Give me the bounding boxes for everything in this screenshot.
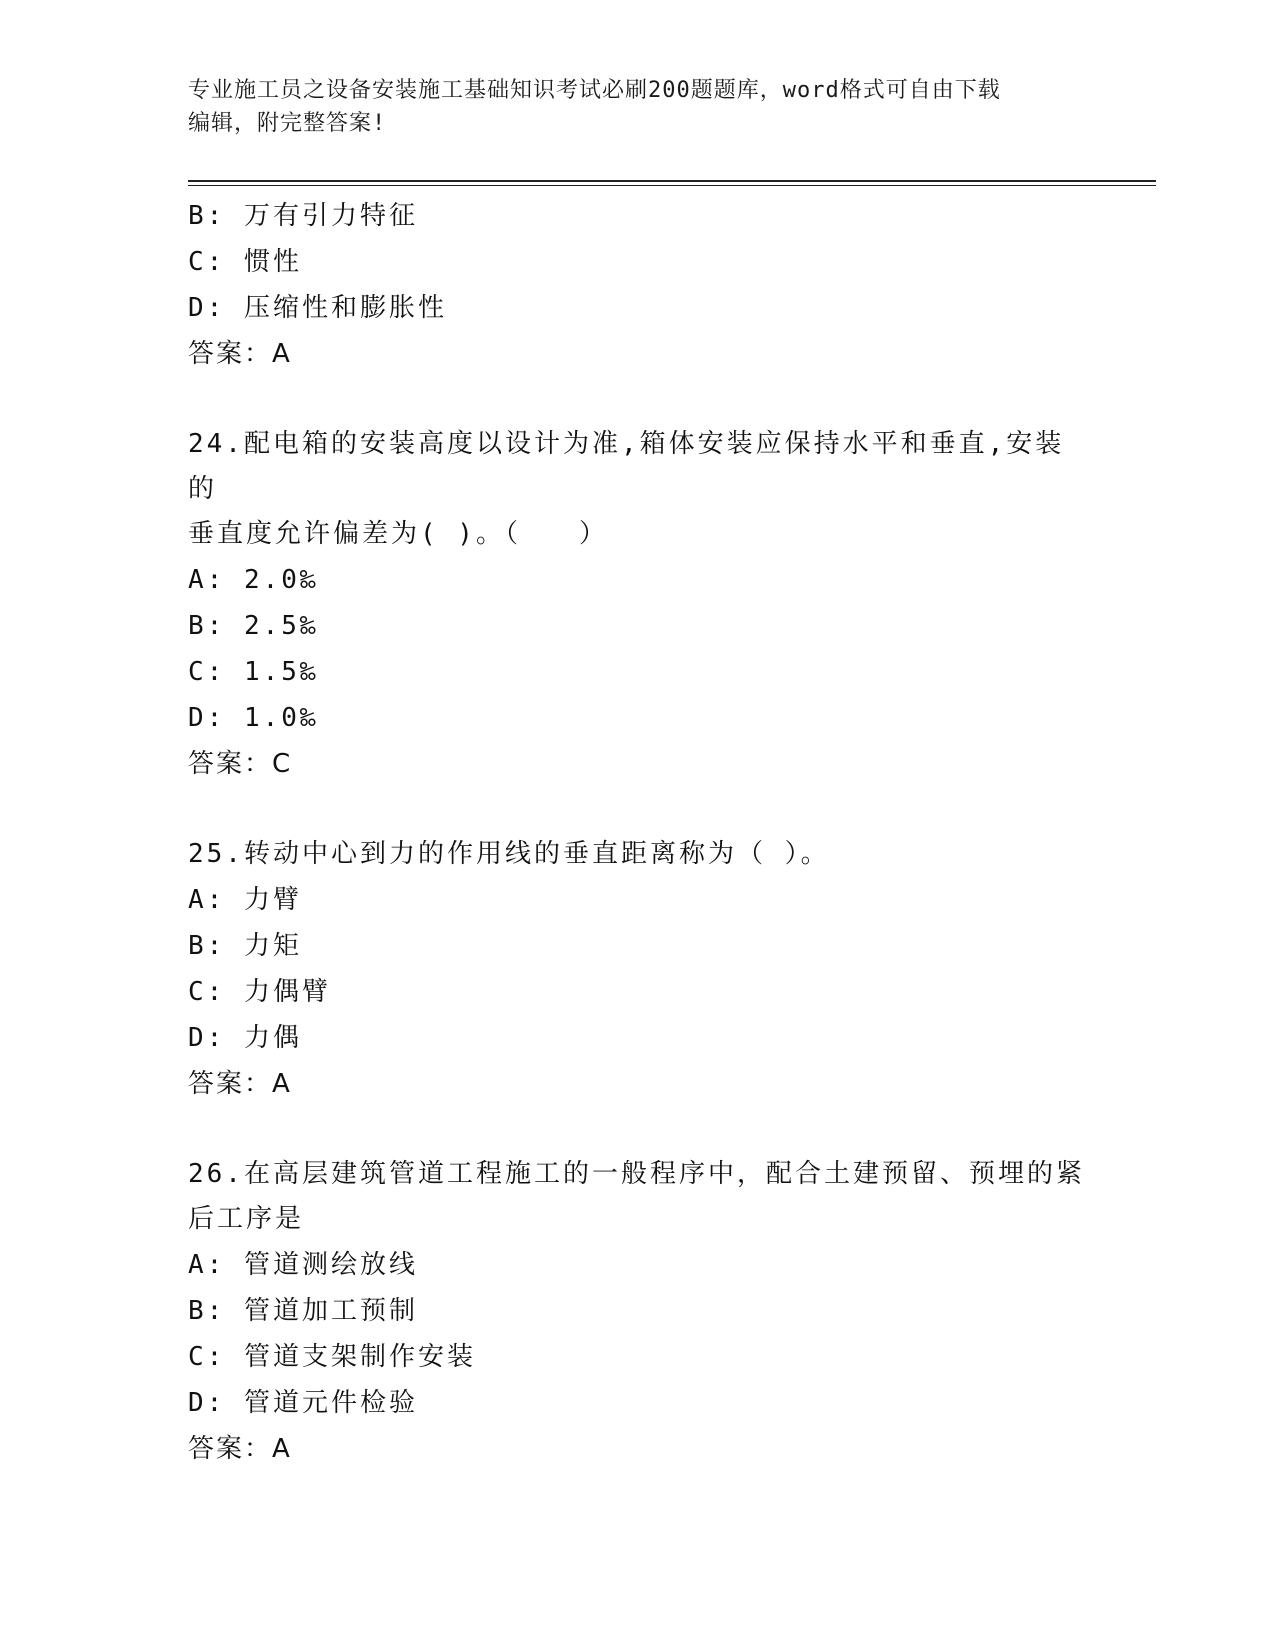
question-text-line-1: 26.在高层建筑管道工程施工的一般程序中，配合土建预留、预埋的紧	[188, 1159, 1085, 1189]
option-d: D: 压缩性和膨胀性	[188, 293, 447, 323]
option-d: D: 管道元件检验	[188, 1388, 418, 1418]
question-list	[188, 193, 1088, 1472]
option-b: B: 力矩	[188, 931, 302, 961]
option-a: A: 力臂	[188, 885, 302, 915]
question-text-line-1: 25.转动中心到力的作用线的垂直距离称为（ ）。	[188, 839, 830, 869]
question-text-line-2: 垂直度允许偏差为( )。（ ）	[188, 519, 608, 549]
question-23-continued	[188, 193, 1088, 377]
spacer	[188, 377, 1088, 422]
question-text-line-1: 24.配电箱的安装高度以设计为准,箱体安装应保持水平和垂直,安装的	[188, 429, 1065, 504]
option-d: D: 力偶	[188, 1023, 302, 1053]
option-c: C: 惯性	[188, 247, 302, 277]
option-c: C: 管道支架制作安装	[188, 1342, 476, 1372]
question-text	[188, 422, 1088, 557]
question-26	[188, 1152, 1088, 1472]
option-b: B: 2.5‰	[188, 611, 319, 641]
header-line-1: 专业施工员之设备安装施工基础知识考试必刷200题题库，word格式可自由下载	[188, 78, 1001, 103]
option-a: A: 管道测绘放线	[188, 1250, 418, 1280]
answer: 答案：A	[188, 339, 292, 369]
spacer	[188, 787, 1088, 832]
option-b: B: 万有引力特征	[188, 201, 418, 231]
question-text	[188, 1152, 1088, 1242]
spacer	[188, 1107, 1088, 1152]
option-b: B: 管道加工预制	[188, 1296, 418, 1326]
answer: 答案：C	[188, 749, 293, 779]
answer: 答案：A	[188, 1434, 292, 1464]
option-d: D: 1.0‰	[188, 703, 319, 733]
question-24	[188, 422, 1088, 787]
header-line-2: 编辑，附完整答案!	[188, 111, 387, 136]
question-25	[188, 832, 1088, 1107]
option-a: A: 2.0‰	[188, 565, 319, 595]
answer: 答案：A	[188, 1069, 292, 1099]
header-divider-thick	[188, 180, 1156, 182]
question-text	[188, 832, 1088, 877]
option-c: C: 1.5‰	[188, 657, 319, 687]
header-divider-thin	[188, 185, 1156, 186]
option-c: C: 力偶臂	[188, 977, 331, 1007]
question-text-line-2: 后工序是	[188, 1204, 305, 1234]
document-header	[188, 74, 1068, 140]
